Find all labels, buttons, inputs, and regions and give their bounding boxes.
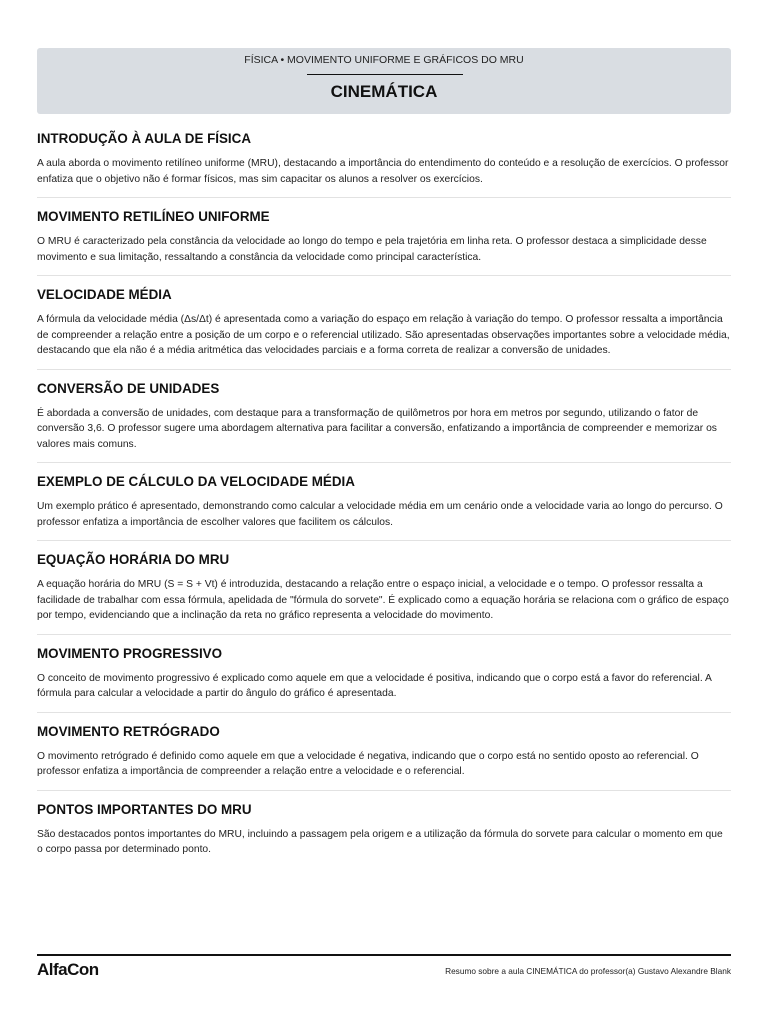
section-text: O conceito de movimento progressivo é explicado como aquele em que a velocidade é positiva, indicando que o corpo está a favor do referencial. A fórmula para calcular a velocidade a partir do ângulo do gráfico é apresentada.: [37, 672, 712, 699]
alfacon-logo: AlfaCon: [37, 960, 99, 979]
section-title: MOVIMENTO PROGRESSIVO: [37, 645, 223, 661]
section-mru: [37, 208, 731, 276]
section-title: EQUAÇÃO HORÁRIA DO MRU: [37, 552, 230, 567]
section-text: O MRU é caracterizado pela constância da velocidade ao longo do tempo e pela trajetória em linha reta. O professor destaca a simplicidade desse movimento e sua limitação, ressaltando a constância da velocidade como principal característica.: [37, 236, 707, 263]
section-movimento-retrogrado: [37, 723, 731, 791]
section-exemplo-calculo: [37, 473, 731, 541]
section-title: PONTOS IMPORTANTES DO MRU: [37, 801, 252, 817]
header-divider: [307, 74, 463, 75]
section-text: A equação horária do MRU (S = S + Vt) é introduzida, destacando a relação entre o espaço inicial, a velocidade e o tempo. O professor ressalta a facilidade de trabalhar com essa fórmula, apelidada de "fórmula do sorvete". É explicado como a equação horária se relaciona com o gráfico de espaço por tempo, evidenciando que a inclinação da reta no gráfico representa a velocidade do movimento.: [37, 579, 729, 621]
header-subtitle: FÍSICA • MOVIMENTO UNIFORME E GRÁFICOS DO MRU: [244, 54, 524, 66]
document-header: [37, 48, 731, 114]
section-text: A aula aborda o movimento retilíneo uniforme (MRU), destacando a importância do entendimento do conteúdo e a resolução de exercícios. O professor enfatiza que o objetivo não é formar físicos, mas sim capacitar os alunos a resolver os exercícios.: [37, 158, 729, 185]
section-velocidade-media: [37, 286, 731, 370]
section-text: É abordada a conversão de unidades, com destaque para a transformação de quilômetros por hora em metros por segundo, utilizando o fator de conversão 3,6. O professor sugere uma abordagem alternativa para facilitar a conversão, enfatizando a importância de compreender e memorizar os valores mais comuns.: [37, 407, 717, 450]
footer-divider: [37, 954, 731, 956]
section-text: São destacados pontos importantes do MRU, incluindo a passagem pela origem e a utilização da fórmula do sorvete para calcular o momento em que o corpo passa por determinado ponto.: [37, 828, 723, 855]
section-conversao-unidades: [37, 380, 731, 464]
section-text: O movimento retrógrado é definido como aquele em que a velocidade é negativa, indicando que o corpo está no sentido oposto ao referencial. O professor enfatiza a importância de compreender a relação entre a velocidade e o referencial.: [37, 750, 699, 777]
footer-caption: Resumo sobre a aula CINEMÁTICA do professor(a) Gustavo Alexandre Blank: [445, 966, 731, 976]
section-text: Um exemplo prático é apresentado, demonstrando como calcular a velocidade média em um cenário onde a velocidade varia ao longo do percurso. O professor enfatiza a importância de escolher valores que facilitem os cálculos.: [37, 501, 723, 528]
section-title: CONVERSÃO DE UNIDADES: [37, 380, 220, 396]
section-title: EXEMPLO DE CÁLCULO DA VELOCIDADE MÉDIA: [37, 474, 355, 489]
section-pontos-importantes: [37, 801, 731, 868]
document-body: [37, 130, 731, 878]
section-introducao: [37, 130, 731, 198]
section-title: VELOCIDADE MÉDIA: [37, 287, 172, 302]
section-title: MOVIMENTO RETILÍNEO UNIFORME: [37, 209, 270, 224]
section-equacao-horaria: [37, 551, 731, 635]
section-title: INTRODUÇÃO À AULA DE FÍSICA: [37, 131, 251, 146]
section-movimento-progressivo: [37, 645, 731, 713]
section-title: MOVIMENTO RETRÓGRADO: [37, 723, 220, 739]
page-title: CINEMÁTICA: [330, 82, 438, 101]
section-text: A fórmula da velocidade média (Δs/Δt) é apresentada como a variação do espaço em relação à variação do tempo. O professor ressalta a importância de compreender a relação entre a posição de um corpo e o referencial utilizado. São apresentadas observações importantes sobre a velocidade média, destacando que ela não é a média aritmética das velocidades parciais e a forma correta de realizar a conversão de unidades.: [37, 314, 730, 356]
